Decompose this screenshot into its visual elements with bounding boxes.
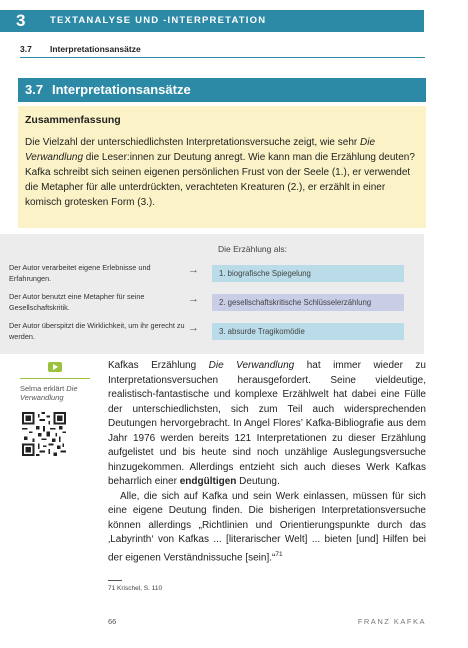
summary-text: [25, 135, 419, 210]
qr-code-icon[interactable]: [22, 412, 66, 456]
section-number: 3.7: [25, 82, 44, 97]
sidebar-divider: [20, 378, 90, 379]
section-title-bar: [18, 78, 426, 102]
section-title: Interpretationsansätze: [52, 82, 191, 97]
running-section-header: [20, 42, 425, 58]
diagram-row-1-text: Der Autor verarbeitet eigene Erlebnisse und Erfahrungen.: [9, 263, 151, 283]
chapter-title: TEXTANALYSE UND -INTERPRETATION: [50, 15, 267, 26]
summary-box: [18, 106, 426, 228]
footnote-reference[interactable]: 71: [275, 550, 283, 558]
body-p1-part1: Kafkas Erzählung: [108, 360, 209, 371]
running-section-title: Interpretationsansätze: [50, 44, 141, 54]
body-text: [108, 359, 426, 565]
interpretation-diagram: [0, 234, 424, 354]
diagram-row-2-box: 2. gesellschaftskritische Schlüsselerzählung: [212, 294, 404, 311]
diagram-row-3-box: 3. absurde Tragikomödie: [212, 323, 404, 340]
diagram-row-1-box: 1. biografische Spiegelung: [212, 265, 404, 282]
footnote-divider: [108, 580, 122, 581]
body-paragraph-2: [108, 490, 426, 566]
body-paragraph-1: [108, 359, 426, 490]
chapter-header-bar: [0, 10, 424, 32]
footnote: 71 Krischel, S. 110: [108, 585, 163, 592]
diagram-row-3-text: Der Autor überspitzt die Wirklichkeit, um ihr gerecht zu werden.: [9, 321, 185, 341]
summary-text-part2: die Leser:innen zur Deutung anregt. Wie kann man die Erzählung deuten? Kafka schreibt sich seinen eigenen persönlichen Frust von der Seele (1.), er verwendet die Metapher für alle unterdrückten, verachteten Kreaturen (2.), er erzählt in einer komisch grotesken Form (3.).: [25, 152, 415, 208]
video-caption-italic: Die Verwandlung: [20, 384, 78, 402]
diagram-row-1-arrow-icon: →: [188, 264, 199, 276]
footer-book-title: FRANZ KAFKA: [357, 617, 426, 626]
summary-text-italic: Die Verwandlung: [25, 137, 376, 163]
diagram-header: Die Erzählung als:: [218, 244, 287, 254]
video-caption[interactable]: [20, 384, 94, 402]
running-section-number: 3.7: [20, 44, 32, 54]
summary-text-part1: Die Vielzahl der unterschiedlichsten Interpretationsversuche zeigt, wie sehr: [25, 137, 360, 148]
body-p1-part2: hat immer wieder zu Interpretationsversuchen herausgefordert. Seine vieldeutige, realistisch-fantastische und komplexe Erzählwelt hat dabei eine Fülle der unterschiedlichsten, sich zum Teil auch widersprechenden Deutungen hervorgebracht. In Angel Flores’ Kafka-Bibliografie aus dem Jahr 1976 werden bereits 121 Interpretationen zu dieser Erzählung aufgelistet und bis heute sind noch unzählige Auslegungsversuche hinzugekommen. Allerdings entzieht sich auch dieses Werk Kafkas beharrlich einer: [108, 360, 426, 487]
body-p2-text: Alle, die sich auf Kafka und sein Werk einlassen, müssen für sich eine eigene Deutung finden. Die bisherigen Interpretationsversuche können allerdings „Richtlinien und Orientierungspunkte durch das ‚Labyrinth‘ von Kafkas ... [literarischer Welt] ... bieten [und] Hilfen bei der eigenen Verständnissuche [sein].“: [108, 490, 426, 563]
chapter-number: 3: [16, 11, 26, 30]
body-p1-bold: endgültigen: [179, 476, 237, 487]
diagram-row-2-text: Der Autor benutzt eine Metapher für seine Gesellschaftskritik.: [9, 292, 145, 312]
body-p1-part3: Deutung.: [236, 476, 280, 487]
video-play-icon[interactable]: [48, 362, 62, 372]
video-caption-text: Selma erklärt: [20, 384, 67, 393]
diagram-row-2-arrow-icon: →: [188, 293, 199, 305]
summary-heading: Zusammenfassung: [25, 114, 121, 126]
diagram-row-3-arrow-icon: →: [188, 322, 199, 334]
page-number: 66: [108, 617, 117, 626]
body-p1-italic: Die Verwandlung: [208, 360, 295, 371]
